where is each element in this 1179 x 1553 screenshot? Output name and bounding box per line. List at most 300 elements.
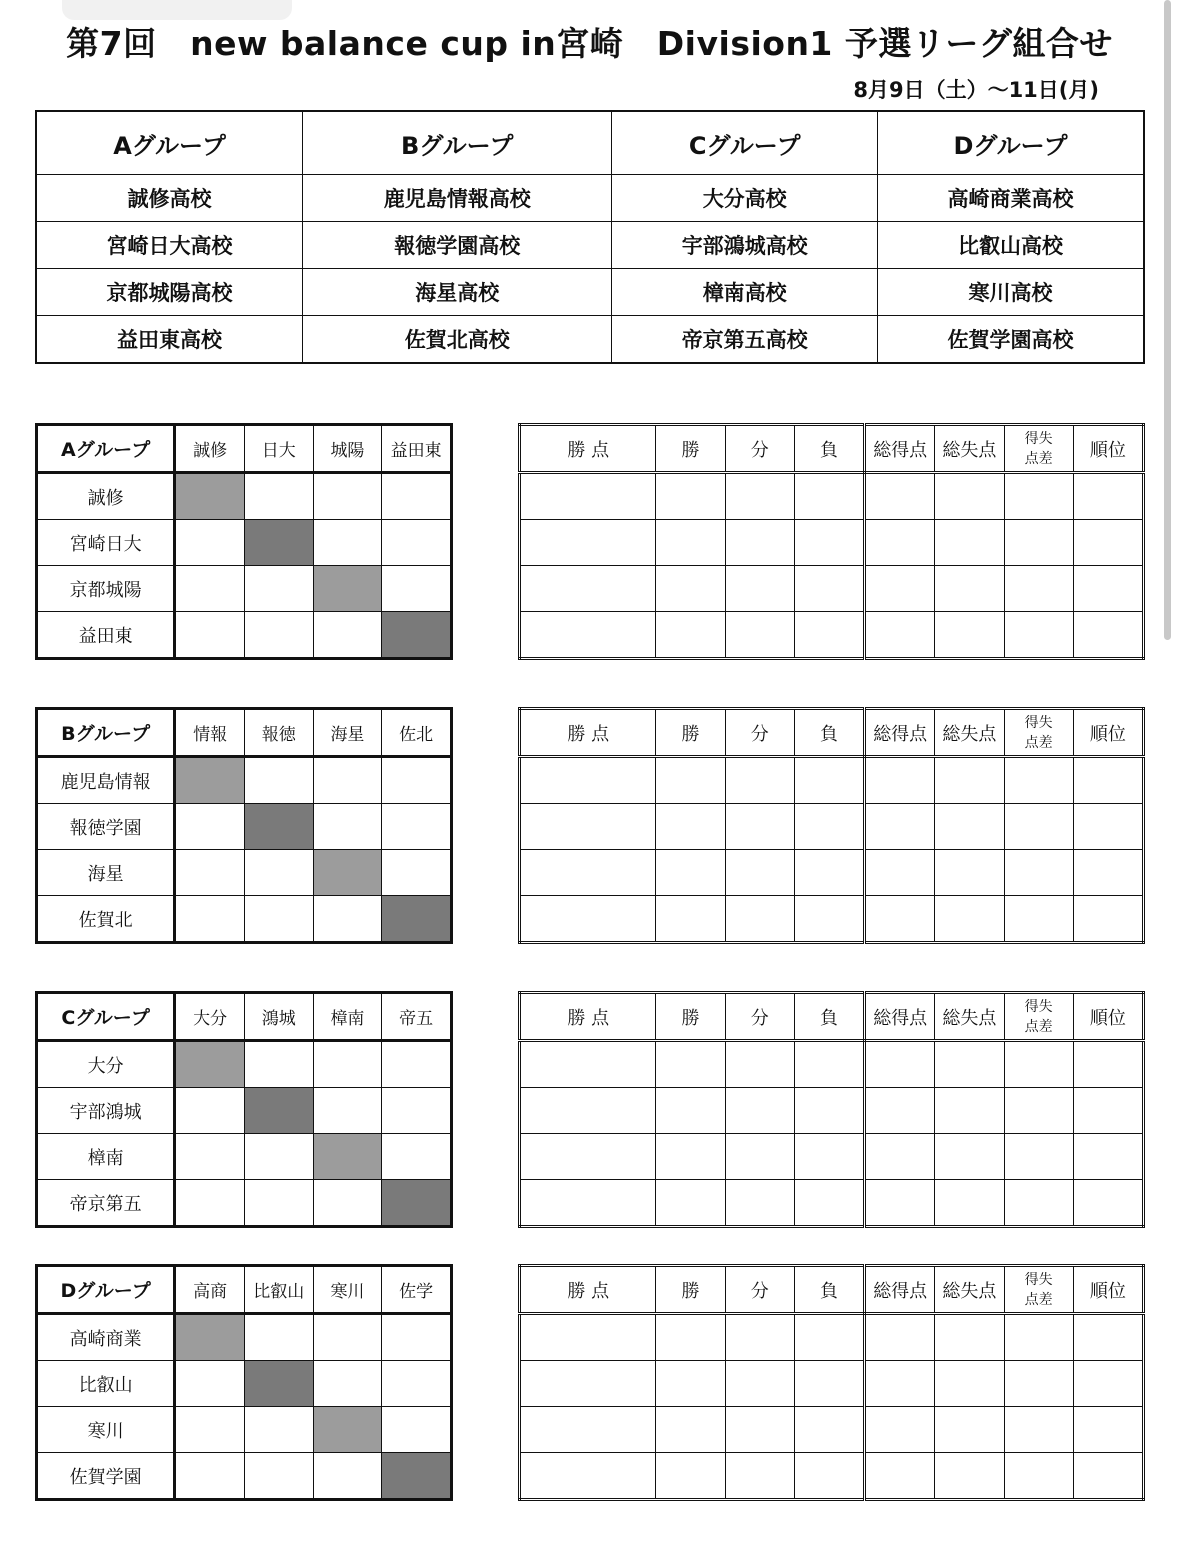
score-cell[interactable] [175,850,245,896]
stat-cell[interactable] [1073,1314,1143,1361]
score-cell[interactable] [175,1361,245,1407]
stat-cell[interactable] [1073,473,1143,520]
stat-cell[interactable] [794,520,864,566]
stat-cell[interactable] [1073,804,1143,850]
stat-cell[interactable] [725,850,794,896]
score-cell[interactable] [382,850,452,896]
stat-cell[interactable] [520,804,656,850]
stat-cell[interactable] [1004,896,1073,943]
score-cell[interactable] [313,757,382,804]
grid-col-header: 比叡山 [244,1266,313,1314]
grid-header-row [37,425,452,473]
stat-cell[interactable] [935,1314,1004,1361]
stat-cell[interactable] [725,1134,794,1180]
score-cell[interactable] [175,612,245,659]
stat-cell[interactable] [935,1453,1004,1500]
stat-cell[interactable] [1004,566,1073,612]
score-cell[interactable] [382,566,452,612]
self-match-cell [382,612,452,659]
stat-cell[interactable] [520,520,656,566]
table-row [520,1361,1144,1407]
group-b-standings-table [518,707,1145,944]
team-cell: 比叡山高校 [877,222,1144,269]
team-cell: 大分高校 [612,175,878,222]
team-cell: 高崎商業高校 [877,175,1144,222]
stat-cell[interactable] [725,1314,794,1361]
stat-cell[interactable] [935,757,1004,804]
points-header: 勝 点 [520,993,656,1041]
score-cell[interactable] [175,804,245,850]
stat-cell[interactable] [865,1361,935,1407]
stat-cell[interactable] [1004,1041,1073,1088]
stat-cell[interactable] [865,1314,935,1361]
group-a-standings-table [518,423,1145,660]
group-a-header: Aグループ [36,111,303,175]
stat-cell[interactable] [935,566,1004,612]
table-row [520,1453,1144,1500]
stat-cell[interactable] [656,1134,725,1180]
score-cell[interactable] [244,850,313,896]
score-cell[interactable] [313,612,382,659]
stat-cell[interactable] [1004,804,1073,850]
stat-cell[interactable] [725,896,794,943]
score-cell[interactable] [382,1407,452,1453]
score-cell[interactable] [175,520,245,566]
stat-cell[interactable] [520,850,656,896]
group-c-header: Cグループ [612,111,878,175]
score-cell[interactable] [382,1088,452,1134]
table-row [37,612,452,659]
stat-cell[interactable] [794,1088,864,1134]
score-cell[interactable] [244,896,313,943]
group-c-match-grid [35,991,453,1228]
stat-cell[interactable] [1073,1041,1143,1088]
stat-cell[interactable] [865,1041,935,1088]
self-match-cell [175,473,245,520]
grid-col-header: 帝五 [382,993,452,1041]
rank-header: 順位 [1073,709,1143,757]
table-row [37,1453,452,1500]
stat-cell[interactable] [656,1180,725,1227]
stat-cell[interactable] [865,1088,935,1134]
self-match-cell [244,804,313,850]
stat-cell[interactable] [1004,757,1073,804]
stat-cell[interactable] [1073,1361,1143,1407]
team-cell: 寒川高校 [877,269,1144,316]
goals-for-header: 総得点 [865,993,935,1041]
stat-cell[interactable] [1073,520,1143,566]
stat-cell[interactable] [520,1361,656,1407]
stat-cell[interactable] [725,612,794,659]
stat-cell[interactable] [1073,1180,1143,1227]
stat-cell[interactable] [935,850,1004,896]
stat-cell[interactable] [1073,566,1143,612]
stat-cell[interactable] [656,612,725,659]
team-cell: 京都城陽高校 [36,269,303,316]
stat-cell[interactable] [520,566,656,612]
stat-cell[interactable] [520,1407,656,1453]
standings-header-row [520,425,1144,473]
table-row [36,222,1144,269]
grid-row-header: 宮崎日大 [37,520,175,566]
table-row [37,804,452,850]
groups-header-row [36,111,1144,175]
score-cell[interactable] [244,1134,313,1180]
table-row [520,804,1144,850]
score-cell[interactable] [382,1134,452,1180]
stat-cell[interactable] [865,850,935,896]
stat-cell[interactable] [725,757,794,804]
score-cell[interactable] [382,520,452,566]
score-cell[interactable] [382,1041,452,1088]
score-cell[interactable] [175,1134,245,1180]
grid-row-header: 帝京第五 [37,1180,175,1227]
stat-cell[interactable] [520,757,656,804]
stat-cell[interactable] [1004,850,1073,896]
table-row [520,612,1144,659]
stat-cell[interactable] [865,566,935,612]
event-date: 8月9日（土）～11日(月) [853,78,1099,102]
table-row [37,850,452,896]
stat-cell[interactable] [1073,850,1143,896]
score-cell[interactable] [382,1314,452,1361]
score-cell[interactable] [313,1361,382,1407]
stat-cell[interactable] [656,1314,725,1361]
goal-diff-header [1004,1266,1073,1314]
score-cell[interactable] [313,1088,382,1134]
score-cell[interactable] [313,896,382,943]
table-row [37,1361,452,1407]
score-cell[interactable] [244,1314,313,1361]
stat-cell[interactable] [725,1361,794,1407]
stat-cell[interactable] [725,1041,794,1088]
stat-cell[interactable] [1073,1134,1143,1180]
grid-col-header: 佐北 [382,709,452,757]
stat-cell[interactable] [794,850,864,896]
group-b-match-grid [35,707,453,944]
grid-row-header: 宇部鴻城 [37,1088,175,1134]
table-row [520,473,1144,520]
stat-cell[interactable] [935,520,1004,566]
stat-cell[interactable] [725,1088,794,1134]
score-cell[interactable] [382,757,452,804]
stat-cell[interactable] [794,1134,864,1180]
stat-cell[interactable] [1004,612,1073,659]
self-match-cell [382,896,452,943]
goal-diff-top: 得失 [1024,430,1053,447]
team-cell: 報徳学園高校 [303,222,612,269]
table-row [520,1180,1144,1227]
stat-cell[interactable] [656,757,725,804]
grid-row-header: 比叡山 [37,1361,175,1407]
stat-cell[interactable] [865,1407,935,1453]
table-row [37,1088,452,1134]
goals-against-header: 総失点 [935,425,1004,473]
stat-cell[interactable] [865,473,935,520]
stat-cell[interactable] [935,612,1004,659]
stat-cell[interactable] [1073,1453,1143,1500]
score-cell[interactable] [175,566,245,612]
self-match-cell [175,757,245,804]
grid-corner-label: Cグループ [37,993,175,1041]
self-match-cell [244,1088,313,1134]
team-cell: 樟南高校 [612,269,878,316]
score-cell[interactable] [313,1180,382,1227]
points-header: 勝 点 [520,425,656,473]
stat-cell[interactable] [656,804,725,850]
standings-header-row [520,709,1144,757]
stat-cell[interactable] [656,896,725,943]
stat-cell[interactable] [656,1453,725,1500]
grid-col-header: 情報 [175,709,245,757]
draw-header: 分 [725,425,794,473]
table-row [36,269,1144,316]
group-c-standings-table [518,991,1145,1228]
stat-cell[interactable] [520,473,656,520]
table-row [37,1407,452,1453]
stat-cell[interactable] [520,1314,656,1361]
stat-cell[interactable] [520,1134,656,1180]
stat-cell[interactable] [725,1453,794,1500]
score-cell[interactable] [175,1088,245,1134]
grid-col-header: 城陽 [313,425,382,473]
score-cell[interactable] [175,1453,245,1500]
stat-cell[interactable] [725,1407,794,1453]
stat-cell[interactable] [865,804,935,850]
self-match-cell [175,1314,245,1361]
table-row [37,1314,452,1361]
stat-cell[interactable] [656,1361,725,1407]
score-cell[interactable] [382,473,452,520]
stat-cell[interactable] [656,473,725,520]
table-row [520,1134,1144,1180]
stat-cell[interactable] [794,1180,864,1227]
team-cell: 帝京第五高校 [612,316,878,364]
grid-col-header: 樟南 [313,993,382,1041]
stat-cell[interactable] [1004,1453,1073,1500]
table-row [37,1041,452,1088]
score-cell[interactable] [244,1453,313,1500]
stat-cell[interactable] [794,896,864,943]
win-header: 勝 [656,1266,725,1314]
self-match-cell [313,1407,382,1453]
self-match-cell [313,566,382,612]
stat-cell[interactable] [1073,896,1143,943]
goal-diff-bottom: 点差 [1024,734,1053,751]
stat-cell[interactable] [520,1088,656,1134]
stat-cell[interactable] [794,1361,864,1407]
loss-header: 負 [794,425,864,473]
score-cell[interactable] [244,1041,313,1088]
team-cell: 海星高校 [303,269,612,316]
goals-for-header: 総得点 [865,709,935,757]
score-cell[interactable] [313,520,382,566]
self-match-cell [313,1134,382,1180]
stat-cell[interactable] [656,520,725,566]
stat-cell[interactable] [794,1407,864,1453]
goals-against-header: 総失点 [935,993,1004,1041]
stat-cell[interactable] [794,1453,864,1500]
stat-cell[interactable] [725,473,794,520]
stat-cell[interactable] [1073,757,1143,804]
score-cell[interactable] [175,1180,245,1227]
stat-cell[interactable] [935,1041,1004,1088]
stat-cell[interactable] [520,612,656,659]
grid-corner-label: Aグループ [37,425,175,473]
grid-col-header: 寒川 [313,1266,382,1314]
table-row [37,566,452,612]
stat-cell[interactable] [865,896,935,943]
stat-cell[interactable] [935,896,1004,943]
goal-diff-header [1004,425,1073,473]
win-header: 勝 [656,425,725,473]
standings-header-row [520,1266,1144,1314]
table-row [37,520,452,566]
stat-cell[interactable] [1073,1407,1143,1453]
grid-corner-label: Dグループ [37,1266,175,1314]
score-cell[interactable] [313,1314,382,1361]
grid-row-header: 京都城陽 [37,566,175,612]
score-cell[interactable] [313,1453,382,1500]
score-cell[interactable] [175,1407,245,1453]
stat-cell[interactable] [935,1134,1004,1180]
self-match-cell [313,850,382,896]
stat-cell[interactable] [725,566,794,612]
table-row [520,1314,1144,1361]
stat-cell[interactable] [656,850,725,896]
stat-cell[interactable] [1004,1088,1073,1134]
stat-cell[interactable] [725,804,794,850]
stat-cell[interactable] [865,1453,935,1500]
group-a-match-grid [35,423,453,660]
stat-cell[interactable] [520,1041,656,1088]
stat-cell[interactable] [1004,473,1073,520]
table-row [37,757,452,804]
score-cell[interactable] [244,1407,313,1453]
stat-cell[interactable] [935,804,1004,850]
score-cell[interactable] [244,1180,313,1227]
stat-cell[interactable] [794,804,864,850]
score-cell[interactable] [244,566,313,612]
scrollbar[interactable] [1164,0,1171,640]
stat-cell[interactable] [725,520,794,566]
rank-header: 順位 [1073,1266,1143,1314]
stat-cell[interactable] [520,1453,656,1500]
win-header: 勝 [656,993,725,1041]
score-cell[interactable] [244,612,313,659]
table-row [520,566,1144,612]
team-cell: 佐賀北高校 [303,316,612,364]
score-cell[interactable] [382,1361,452,1407]
goals-for-header: 総得点 [865,1266,935,1314]
stat-cell[interactable] [935,1407,1004,1453]
score-cell[interactable] [244,757,313,804]
goal-diff-bottom: 点差 [1024,1018,1053,1035]
stat-cell[interactable] [794,1314,864,1361]
rank-header: 順位 [1073,425,1143,473]
stat-cell[interactable] [865,520,935,566]
table-row [520,896,1144,943]
stat-cell[interactable] [794,473,864,520]
stat-cell[interactable] [1004,520,1073,566]
goal-diff-header [1004,709,1073,757]
goal-diff-bottom: 点差 [1024,450,1053,467]
draw-header: 分 [725,709,794,757]
team-cell: 鹿児島情報高校 [303,175,612,222]
stat-cell[interactable] [935,473,1004,520]
stat-cell[interactable] [865,612,935,659]
standings-header-row [520,993,1144,1041]
stat-cell[interactable] [794,1041,864,1088]
grid-col-header: 益田東 [382,425,452,473]
stat-cell[interactable] [1073,612,1143,659]
stat-cell[interactable] [656,1407,725,1453]
score-cell[interactable] [382,804,452,850]
grid-row-header: 鹿児島情報 [37,757,175,804]
table-row [520,1407,1144,1453]
table-row [520,850,1144,896]
score-cell[interactable] [175,896,245,943]
win-header: 勝 [656,709,725,757]
group-d-header: Dグループ [877,111,1144,175]
stat-cell[interactable] [865,757,935,804]
stat-cell[interactable] [1073,1088,1143,1134]
stat-cell[interactable] [1004,1407,1073,1453]
stat-cell[interactable] [520,1180,656,1227]
stat-cell[interactable] [794,757,864,804]
stat-cell[interactable] [520,896,656,943]
stat-cell[interactable] [1004,1134,1073,1180]
stat-cell[interactable] [865,1134,935,1180]
score-cell[interactable] [313,1041,382,1088]
goals-against-header: 総失点 [935,1266,1004,1314]
score-cell[interactable] [313,473,382,520]
table-row [37,473,452,520]
grid-row-header: 誠修 [37,473,175,520]
groups-overview-table [35,110,1145,364]
top-bar [62,0,292,20]
stat-cell[interactable] [656,1041,725,1088]
stat-cell[interactable] [935,1088,1004,1134]
stat-cell[interactable] [656,1088,725,1134]
table-row [520,1088,1144,1134]
table-row [37,1134,452,1180]
self-match-cell [244,1361,313,1407]
stat-cell[interactable] [725,1180,794,1227]
grid-col-header: 誠修 [175,425,245,473]
table-row [520,520,1144,566]
stat-cell[interactable] [656,566,725,612]
stat-cell[interactable] [935,1361,1004,1407]
grid-col-header: 報徳 [244,709,313,757]
team-cell: 益田東高校 [36,316,303,364]
stat-cell[interactable] [865,1180,935,1227]
self-match-cell [382,1453,452,1500]
stat-cell[interactable] [794,612,864,659]
grid-header-row [37,993,452,1041]
stat-cell[interactable] [1004,1314,1073,1361]
table-row [36,316,1144,364]
loss-header: 負 [794,1266,864,1314]
stat-cell[interactable] [1004,1180,1073,1227]
self-match-cell [244,520,313,566]
score-cell[interactable] [313,804,382,850]
stat-cell[interactable] [794,566,864,612]
team-cell: 佐賀学園高校 [877,316,1144,364]
score-cell[interactable] [244,473,313,520]
stat-cell[interactable] [935,1180,1004,1227]
stat-cell[interactable] [1004,1361,1073,1407]
